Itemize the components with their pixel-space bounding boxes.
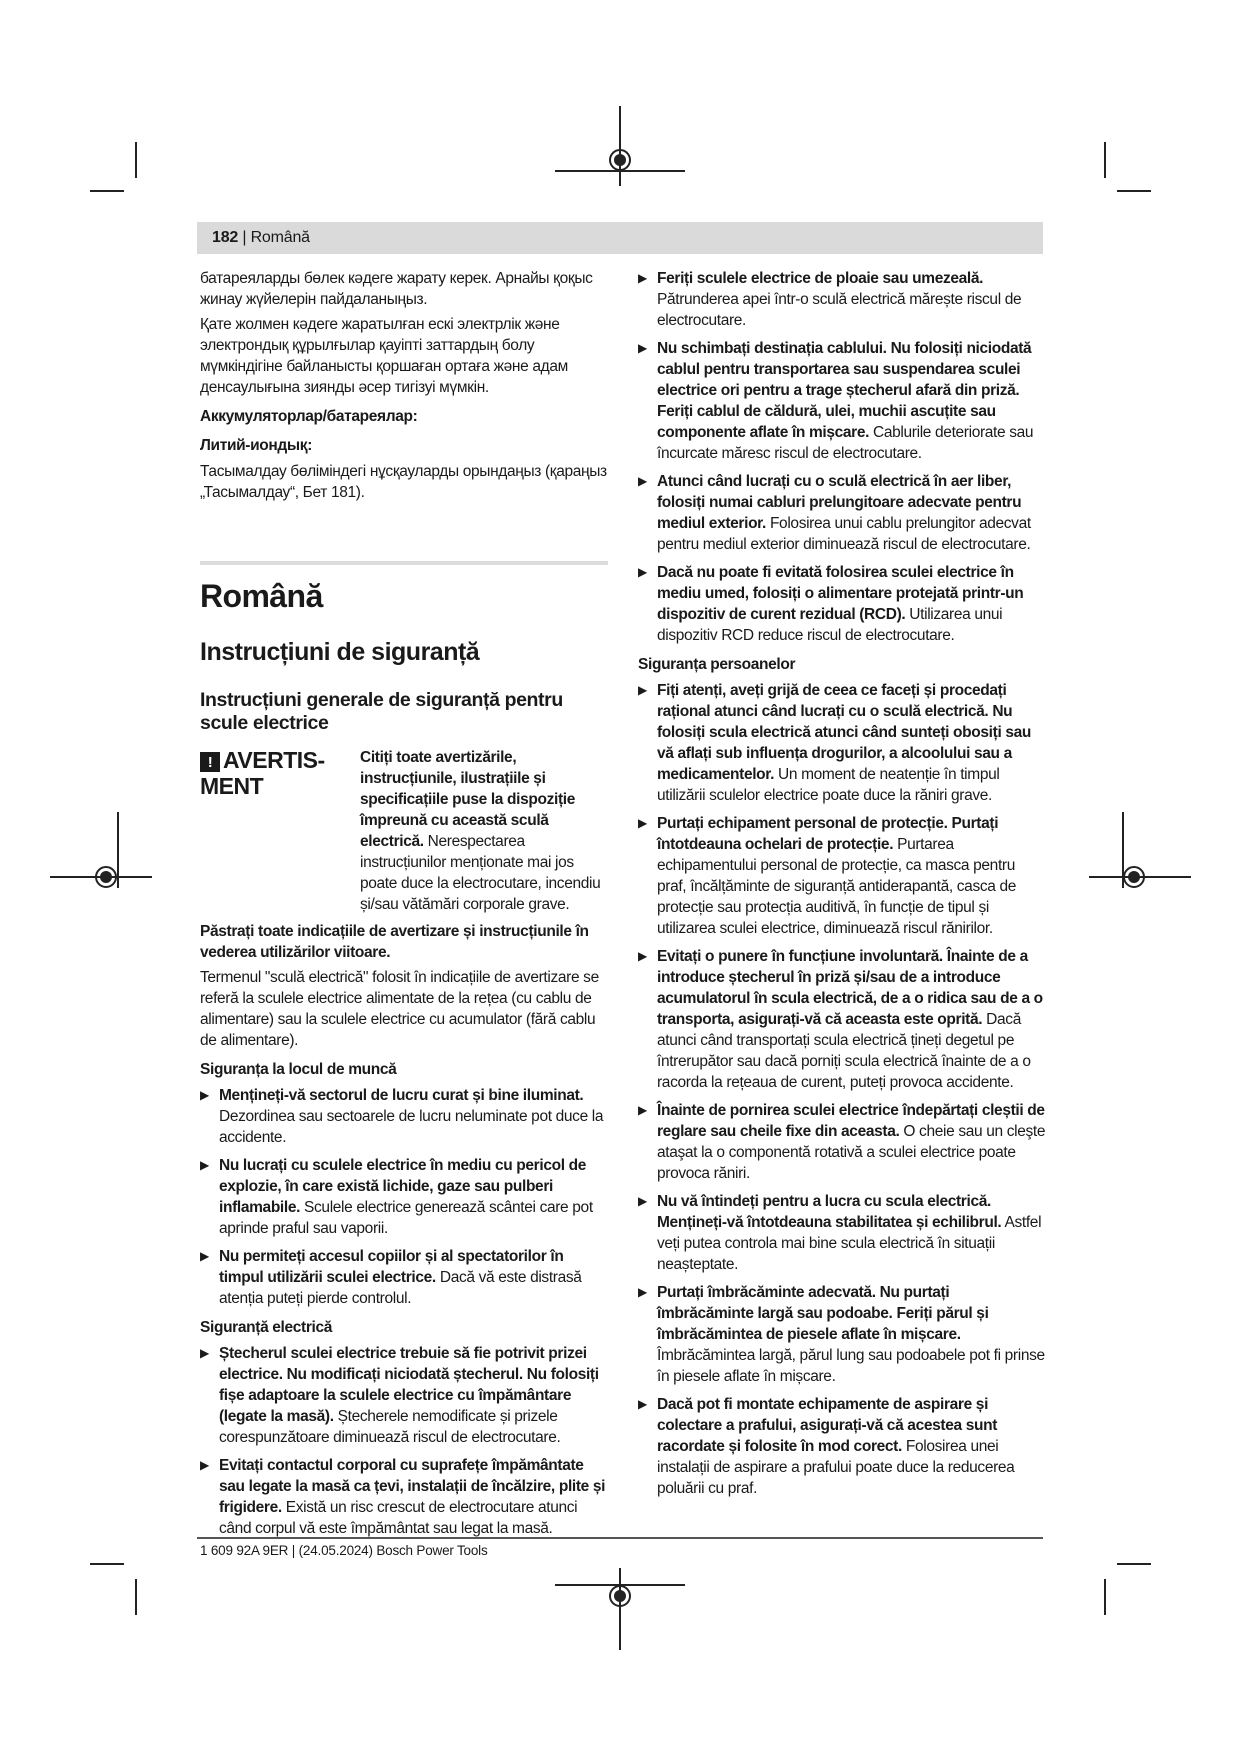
bullet-arrow-icon: ▶ [200,1458,209,1472]
bullet-arrow-icon: ▶ [638,683,647,697]
right-column [638,268,1046,1506]
list-item: ▶ Nu permiteți accesul copiilor și al spectatorilor în timpul utilizării sculei electrice. Dacă vă este distrasă atenția puteți pierde controlul. [200,1248,582,1307]
language-title: Română [200,578,323,614]
keep-instructions-text: Păstrați toate indicațiile de avertizare și instrucțiunile în vederea utilizărilor viitoare. [200,923,589,961]
list-item: ▶ Nu schimbați destinația cablului. Nu folosiți niciodată cablul pentru transportarea sau suspendarea sculei electrice ori pentru a trage ștecherul afară din priză. Feriți cablul de căldură, ulei, muchii ascuțite sau componente aflate în mișcare. Cablurile deteriorate sau încurcate măresc riscul de electrocutare. [638,340,1034,462]
bullet-arrow-icon: ▶ [200,1249,209,1263]
warning-triangle-icon: ! [200,752,220,772]
registration-target-icon [609,1585,631,1607]
battery-heading: Аккумуляторлар/батареялар: [200,408,418,425]
safety-title: Instrucțiuni de siguranță [200,638,480,666]
bullet-arrow-icon: ▶ [638,1103,647,1117]
crop-mark-bottom-left-vertical [135,1579,137,1615]
bullet-arrow-icon: ▶ [200,1088,209,1102]
bullet-arrow-icon: ▶ [638,271,647,285]
workplace-safety-heading: Siguranța la locul de muncă [200,1061,397,1078]
intro-paragraph: батареяларды бөлек кәдеге жарату керек. Арнайы қоқыс жинау жүйелерін пайдаланыңыз. [200,270,593,308]
warning-bold-text: Citiți toate avertizările, instrucțiunile, ilustrațiile și specificațiile puse la dispoziție împreună cu această sculă electrică. [360,749,575,850]
lithium-text: Тасымалдау бөліміндегі нұсқауларды орындаңыз (қараңыз „Тасымалдау“, Бет 181). [200,463,607,501]
list-item: ▶ Purtați echipament personal de protecție. Purtați întotdeauna ochelari de protecție. Purtarea echipamentului personal de protecție, ca masca pentru praf, încălțăminte de siguranță antiderapantă, casca de protecție sau protecția auditivă, în funcție de tipul și utilizarea sculei electrice, diminuează riscul rănirilor. [638,815,1017,937]
crop-mark-bottom-right-horizontal [1117,1563,1151,1565]
general-safety-title: Instrucțiuni generale de siguranță pentru scule electrice [200,689,563,734]
list-item: ▶ Înainte de pornirea sculei electrice îndepărtați cleștii de reglare sau cheile fixe din aceasta. O cheie sau un cleşte ataşat la o componentă rotativă a sculei electrice poate provoca răniri. [638,1102,1046,1182]
list-item: ▶ Purtați îmbrăcăminte adecvată. Nu purtați îmbrăcăminte largă sau podoabe. Feriți părul și îmbrăcămintea de piesele aflate în mișcare. Îmbrăcămintea largă, părul lung sau podoabele pot fi prinse în piesele aflate în mișcare. [638,1284,1045,1385]
bullet-arrow-icon: ▶ [638,1194,647,1208]
lithium-heading: Литий-иондық: [200,437,313,454]
warning-text [360,747,608,915]
bullet-arrow-icon: ▶ [638,816,647,830]
personal-safety-heading: Siguranța persoanelor [638,656,796,673]
registration-target-icon [609,149,631,171]
warning-label [200,747,360,915]
bullet-arrow-icon: ▶ [638,949,647,963]
list-item: ▶ Atunci când lucrați cu o sculă electrică în aer liber, folosiți numai cabluri prelungitoare adecvate pentru mediul exterior. Folosirea unui cablu prelungitor adecvat pentru mediul exterior diminuează riscul de electrocutare. [638,473,1031,553]
crop-mark-bottom-right-vertical [1104,1579,1106,1615]
warning-block [200,747,608,915]
list-item: ▶ Dacă pot fi montate echipamente de aspirare și colectare a prafului, asigurați-vă că acestea sunt racordate și folosite în mod corect. Folosirea unei instalații de aspirare a prafului poate duce la reducerea poluării cu praf. [638,1396,1015,1497]
bullet-arrow-icon: ▶ [638,341,647,355]
list-item: ▶ Evitați contactul corporal cu suprafețe împământate sau legate la masă ca țevi, instalații de încălzire, plite și frigidere. Există un risc crescut de electrocutare atunci când corpul vă este împământat sau legat la masă. [200,1457,606,1537]
warning-label-text: AVERTIS-MENT [200,747,325,799]
left-column [200,268,608,1546]
header-section: Română [250,229,310,246]
page-number: 182 [212,229,239,246]
section-divider [200,561,608,565]
footer-divider [197,1537,1043,1539]
list-item: ▶ Nu vă întindeți pentru a lucra cu scula electrică. Mențineți-vă întotdeauna stabilitatea și echilibrul. Astfel veți putea controla mai bine scula electrică în situații neașteptate. [638,1193,1042,1273]
crop-mark-bottom-left-horizontal [90,1563,124,1565]
list-item: ▶ Ștecherul sculei electrice trebuie să fie potrivit prizei electrice. Nu modificați niciodată ștecherul. Nu folosiți fișe adaptoare la sculele electrice cu împământare (legate la masă). Ștecherele nemodificate și prizele corespunzătoare diminuează riscul de electrocutare. [200,1345,599,1446]
list-item: ▶ Fiți atenți, aveți grijă de ceea ce faceți și procedați rațional atunci când lucrați cu o sculă electrică. Nu folosiți scula electrică atunci când sunteți obosiți sau vă aflați sub influența drogurilor, a alcoolului sau a medicamentelor. Un moment de neatenție în timpul utilizării sculelor electrice poate duce la răniri grave. [638,682,1032,804]
intro-paragraph: Қате жолмен кәдеге жаратылған ескі электрлік және электрондық құрылғылар қауіпті заттардың болу мүмкіндігіне байланысты қоршаған ортаға және адам денсаулығына зиянды әсер тигізуі мүмкін. [200,316,568,396]
bullet-arrow-icon: ▶ [638,565,647,579]
crop-mark-top-left-horizontal [90,190,124,192]
crop-mark-top-right-vertical [1104,142,1106,178]
crop-mark-top-left-vertical [135,142,137,178]
warning-normal-text: Nerespectarea instrucțiunilor menționate mai jos poate duce la electrocutare, incendiu și/sau vătămări corporale grave. [360,833,601,913]
registration-target-icon [1123,866,1145,888]
list-item: ▶ Dacă nu poate fi evitată folosirea sculei electrice în mediu umed, folosiți o alimentare protejată printr-un dispozitiv de curent rezidual (RCD). Utilizarea unui dispozitiv RCD reduce riscul de electrocutare. [638,564,1024,644]
bullet-arrow-icon: ▶ [638,1285,647,1299]
crop-mark-top-right-horizontal [1117,190,1151,192]
term-definition-text: Termenul "sculă electrică" folosit în indicațiile de avertizare se referă la sculele electrice alimentate de la rețea (cu cablu de alimentare) sau la sculele electrice cu acumulator (fără cablu de alimentare). [200,969,599,1049]
list-item: ▶ Evitați o punere în funcțiune involuntară. Înainte de a introduce ștecherul în priză și/sau de a introduce acumulatorul în scula electrică, de a o ridica sau de a o transporta, asigurați-vă că aceasta este oprită. Dacă atunci când transportați scula electrică țineți degetul pe întrerupător sau dacă porniți scula electrică înainte de a o racorda la rețeaua de curent, puteți provoca accidente. [638,948,1043,1091]
list-item: ▶ Nu lucrați cu sculele electrice în mediu cu pericol de explozie, în care există lichide, gaze sau pulberi inflamabile. Sculele electrice generează scântei care pot aprinde praful sau vaporii. [200,1157,593,1237]
page-footer: 1 609 92A 9ER | (24.05.2024) Bosch Power Tools [200,1543,488,1558]
page-header: 182 | Română [212,229,310,246]
page-header-bar [197,222,1043,254]
list-item: ▶ Mențineți-vă sectorul de lucru curat și bine iluminat. Dezordinea sau sectoarele de lucru neluminate pot duce la accidente. [200,1087,604,1146]
bullet-arrow-icon: ▶ [200,1346,209,1360]
bullet-arrow-icon: ▶ [200,1158,209,1172]
electrical-safety-heading: Siguranță electrică [200,1319,333,1336]
bullet-arrow-icon: ▶ [638,1397,647,1411]
list-item: ▶ Feriți sculele electrice de ploaie sau umezeală. Pătrunderea apei într-o sculă electrică mărește riscul de electrocutare. [638,270,1022,329]
bullet-arrow-icon: ▶ [638,474,647,488]
registration-target-icon [95,866,117,888]
